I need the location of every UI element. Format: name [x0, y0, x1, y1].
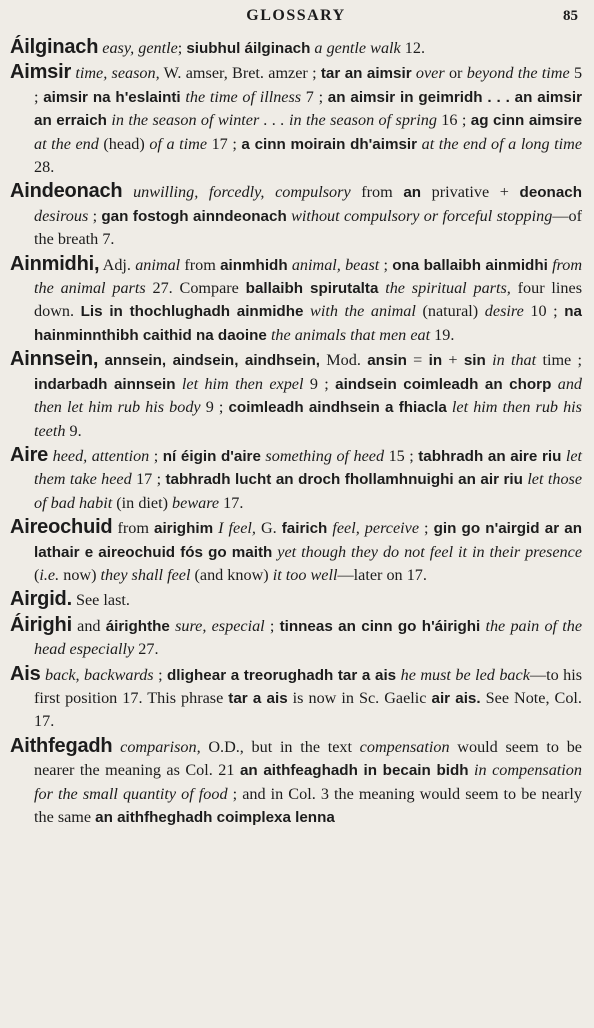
gaelic-phrase: air ais. [431, 689, 481, 707]
gaelic-phrase: gin go n'airgid ar an lathair e aireochuid fós go maith [34, 520, 583, 561]
entry-text: Adj. [99, 255, 136, 274]
gaelic-phrase: aindsein coimleadh an chorp [335, 375, 552, 393]
gaelic-phrase: indarbadh ainnsein [34, 375, 176, 393]
definition-italic: time, season, [75, 64, 160, 83]
entry-text: 9 ; [200, 398, 229, 417]
gaelic-phrase: ona ballaibh ainmidhi [392, 256, 548, 274]
definition-italic: let him then expel [181, 374, 304, 393]
definition-italic: compensation [359, 737, 450, 756]
gaelic-phrase: dlighear a treorughadh tar a ais [167, 666, 397, 684]
header-title: GLOSSARY [246, 7, 346, 24]
entry-text: ; [264, 616, 280, 635]
entry-text: ; [177, 39, 187, 57]
glossary-entry [10, 444, 582, 515]
entry-text: See Note, Col. 17. [34, 688, 582, 731]
gaelic-phrase: siubhul áilginach [186, 40, 311, 57]
gaelic-phrase: a cinn moirain dh'aimsir [241, 135, 418, 153]
gaelic-phrase: gan fostogh ainndeonach [101, 207, 287, 225]
definition-italic: beyond the time [466, 64, 570, 83]
glossary-entries [10, 36, 582, 829]
entry-text: —of the breath 7. [34, 206, 583, 249]
definition-italic: something of heed [265, 446, 385, 465]
definition-italic: the animals that men eat [270, 325, 431, 344]
entry-text: four lines down. [34, 279, 582, 321]
entry-text: 12. [400, 39, 426, 57]
definition-italic: and then let him rub his body [34, 374, 583, 417]
gaelic-phrase: ainmhidh [220, 256, 288, 274]
entry-headword: Aithfegadh [10, 734, 113, 757]
entry-text: or [444, 64, 467, 83]
definition-italic: a gentle walk [314, 39, 401, 57]
glossary-entry [10, 348, 582, 443]
glossary-entry [10, 614, 582, 662]
definition-italic: let him then rub his teeth [34, 398, 582, 440]
gaelic-phrase: in [428, 352, 443, 370]
entry-text: —later on 17. [337, 565, 427, 584]
entry-text: 17 ; [207, 134, 242, 153]
entry-text: See last. [71, 591, 130, 610]
definition-italic: let them take heed [34, 446, 583, 489]
gaelic-phrase: ní éigin d'aire [162, 447, 261, 465]
definition-italic: at the end of a long time [421, 134, 583, 153]
entry-text: ( [34, 565, 40, 584]
entry-headword: Áirighi [10, 613, 72, 636]
entry-text: + [442, 351, 464, 370]
entry-text: 10 ; [523, 302, 565, 321]
definition-italic: in that [492, 351, 537, 370]
definition-italic: i.e. [39, 565, 60, 584]
entry-text: 9. [65, 421, 82, 440]
gaelic-phrase: tabhradh lucht an droch fhollamhnuighi an air riu [165, 471, 523, 489]
definition-italic: desirous [34, 206, 89, 225]
entry-headword: Aimsir [10, 61, 72, 84]
entry-text [112, 738, 120, 756]
running-header [10, 4, 582, 28]
definition-italic: he must be led back [400, 665, 530, 684]
glossary-entry [10, 516, 582, 587]
page-number: 85 [563, 8, 578, 24]
definition-italic: feel, perceive [332, 519, 420, 538]
entry-text: ; [419, 519, 434, 538]
gaelic-phrase: annsein, aindsein, aindhsein, [104, 352, 320, 370]
entry-headword: Aindeonach [10, 180, 123, 203]
entry-text: 15 ; [384, 446, 419, 465]
glossary-entry [10, 253, 582, 348]
definition-italic: unwilling, forcedly, compulsory [133, 183, 351, 202]
definition-italic: without compulsory or forceful stopping [291, 206, 553, 225]
definition-italic: from the animal parts [34, 255, 583, 298]
definition-italic: in the season of winter . . . in the season of spring [111, 111, 437, 130]
definition-italic: at the end [34, 134, 99, 153]
gaelic-phrase: airighim [154, 520, 214, 538]
entry-text: ; and in Col. 3 the meaning would seem to be nearly the same [34, 784, 582, 826]
entry-text: 5 ; [34, 64, 583, 106]
gaelic-phrase: Lis in thochlughadh ainmidhe [80, 303, 304, 321]
gaelic-phrase: ballaibh spirutalta [245, 280, 379, 298]
entry-text: O.D., but in the text [200, 737, 360, 756]
definition-italic: they shall feel [100, 565, 191, 584]
entry-text: 17 ; [131, 470, 166, 489]
gaelic-phrase: an aithfeaghadh in becain bidh [239, 762, 469, 780]
entry-text: 16 ; [436, 111, 471, 130]
entry-text: ; [88, 206, 102, 225]
entry-text: ; [153, 665, 168, 684]
gaelic-phrase: aimsir na h'eslainti [43, 88, 181, 106]
entry-text: 28. [34, 158, 55, 177]
entry-headword: Airgid. [10, 588, 72, 611]
gaelic-phrase: an aimsir in geimridh . . . an aimsir an erraich [34, 88, 583, 130]
definition-italic: the pain of the head especially [34, 616, 583, 659]
definition-italic: with the animal [310, 302, 416, 321]
entry-headword: Ais [10, 662, 41, 685]
definition-italic: yet though they do not feel it in their presence [277, 542, 583, 561]
definition-italic: animal, beast [291, 255, 380, 274]
entry-text: is now in Sc. Gaelic [287, 688, 432, 707]
entry-text: 7 ; [301, 87, 328, 106]
glossary-entry [10, 663, 582, 734]
definition-italic: it too well [272, 565, 338, 584]
entry-text: (in diet) [112, 493, 173, 512]
entry-text: (natural) [415, 302, 485, 321]
gaelic-phrase: deonach [519, 184, 582, 202]
entry-text: = [406, 351, 429, 370]
gaelic-phrase: an aithfheghadh coimplexa lenna [95, 809, 335, 826]
gaelic-phrase: fairich [281, 520, 328, 538]
gaelic-phrase: tar a ais [228, 689, 288, 707]
entry-text: privative + [421, 183, 520, 202]
entry-text: ; [149, 446, 163, 465]
definition-italic: easy, gentle [102, 39, 178, 57]
gaelic-phrase: tar an aimsir [320, 65, 412, 83]
entry-text: now) [59, 565, 101, 584]
gaelic-phrase: sin [463, 352, 486, 370]
gaelic-phrase: áirighthe [105, 617, 170, 635]
definition-italic: in compensation for the small quantity of food [34, 761, 582, 803]
entry-headword: Ainmidhi, [10, 252, 100, 275]
entry-text: ; [379, 255, 393, 274]
definition-italic: let those of bad habit [34, 470, 583, 512]
glossary-entry [10, 588, 582, 612]
entry-text: 17. [219, 493, 244, 512]
entry-headword: Aire [10, 443, 49, 466]
gaelic-phrase: ag cinn aimsire [470, 112, 583, 130]
glossary-entry [10, 735, 582, 830]
definition-italic: the spiritual parts, [385, 279, 511, 298]
entry-text: (head) [98, 134, 150, 153]
entry-text: —to his first position 17. This phrase [34, 665, 583, 707]
definition-italic: heed, attention [52, 446, 150, 465]
gaelic-phrase: na hainminnthibh caithid na daoine [34, 303, 582, 344]
entry-text: from [112, 519, 154, 538]
entry-headword: Ainnsein, [10, 348, 99, 371]
definition-italic: of a time [149, 134, 208, 153]
definition-italic: back, backwards [45, 665, 154, 684]
glossary-entry [10, 61, 582, 179]
glossary-entry [10, 36, 582, 60]
entry-text: 9 ; [303, 374, 336, 393]
entry-headword: Áilginach [10, 36, 99, 58]
entry-text: W. amser, Bret. amzer ; [159, 64, 321, 83]
definition-italic: sure, especial [175, 616, 265, 635]
entry-text: would seem to be nearer the meaning as Col. 21 [34, 737, 582, 780]
glossary-entry [10, 180, 582, 251]
entry-text: from [350, 183, 404, 202]
definition-italic: I feel, [218, 519, 256, 538]
definition-italic: comparison, [120, 737, 201, 756]
entry-text: from [180, 255, 221, 274]
gaelic-phrase: tinneas an cinn go h'áirighi [279, 617, 481, 635]
entry-text [122, 183, 133, 201]
definition-italic: animal [135, 255, 181, 274]
definition-italic: the time of illness [185, 87, 302, 106]
gaelic-phrase: tabhradh an aire riu [418, 447, 562, 465]
gaelic-phrase: coimleadh aindhsein a fhiacla [228, 399, 447, 417]
entry-text: G. [255, 519, 282, 538]
entry-text: 19. [430, 325, 455, 344]
definition-italic: over [415, 64, 445, 83]
entry-text: 27. Compare [145, 279, 246, 298]
entry-text: 27. [134, 640, 159, 659]
entry-headword: Aireochuid [10, 516, 113, 539]
entry-text: and [71, 616, 106, 635]
gaelic-phrase: ansin [367, 352, 407, 370]
entry-text: time ; [536, 351, 583, 370]
definition-italic: desire [484, 302, 524, 321]
gaelic-phrase: an [403, 184, 422, 202]
entry-text: (and know) [190, 565, 273, 584]
definition-italic: beware [172, 493, 220, 512]
entry-text: Mod. [320, 351, 368, 370]
